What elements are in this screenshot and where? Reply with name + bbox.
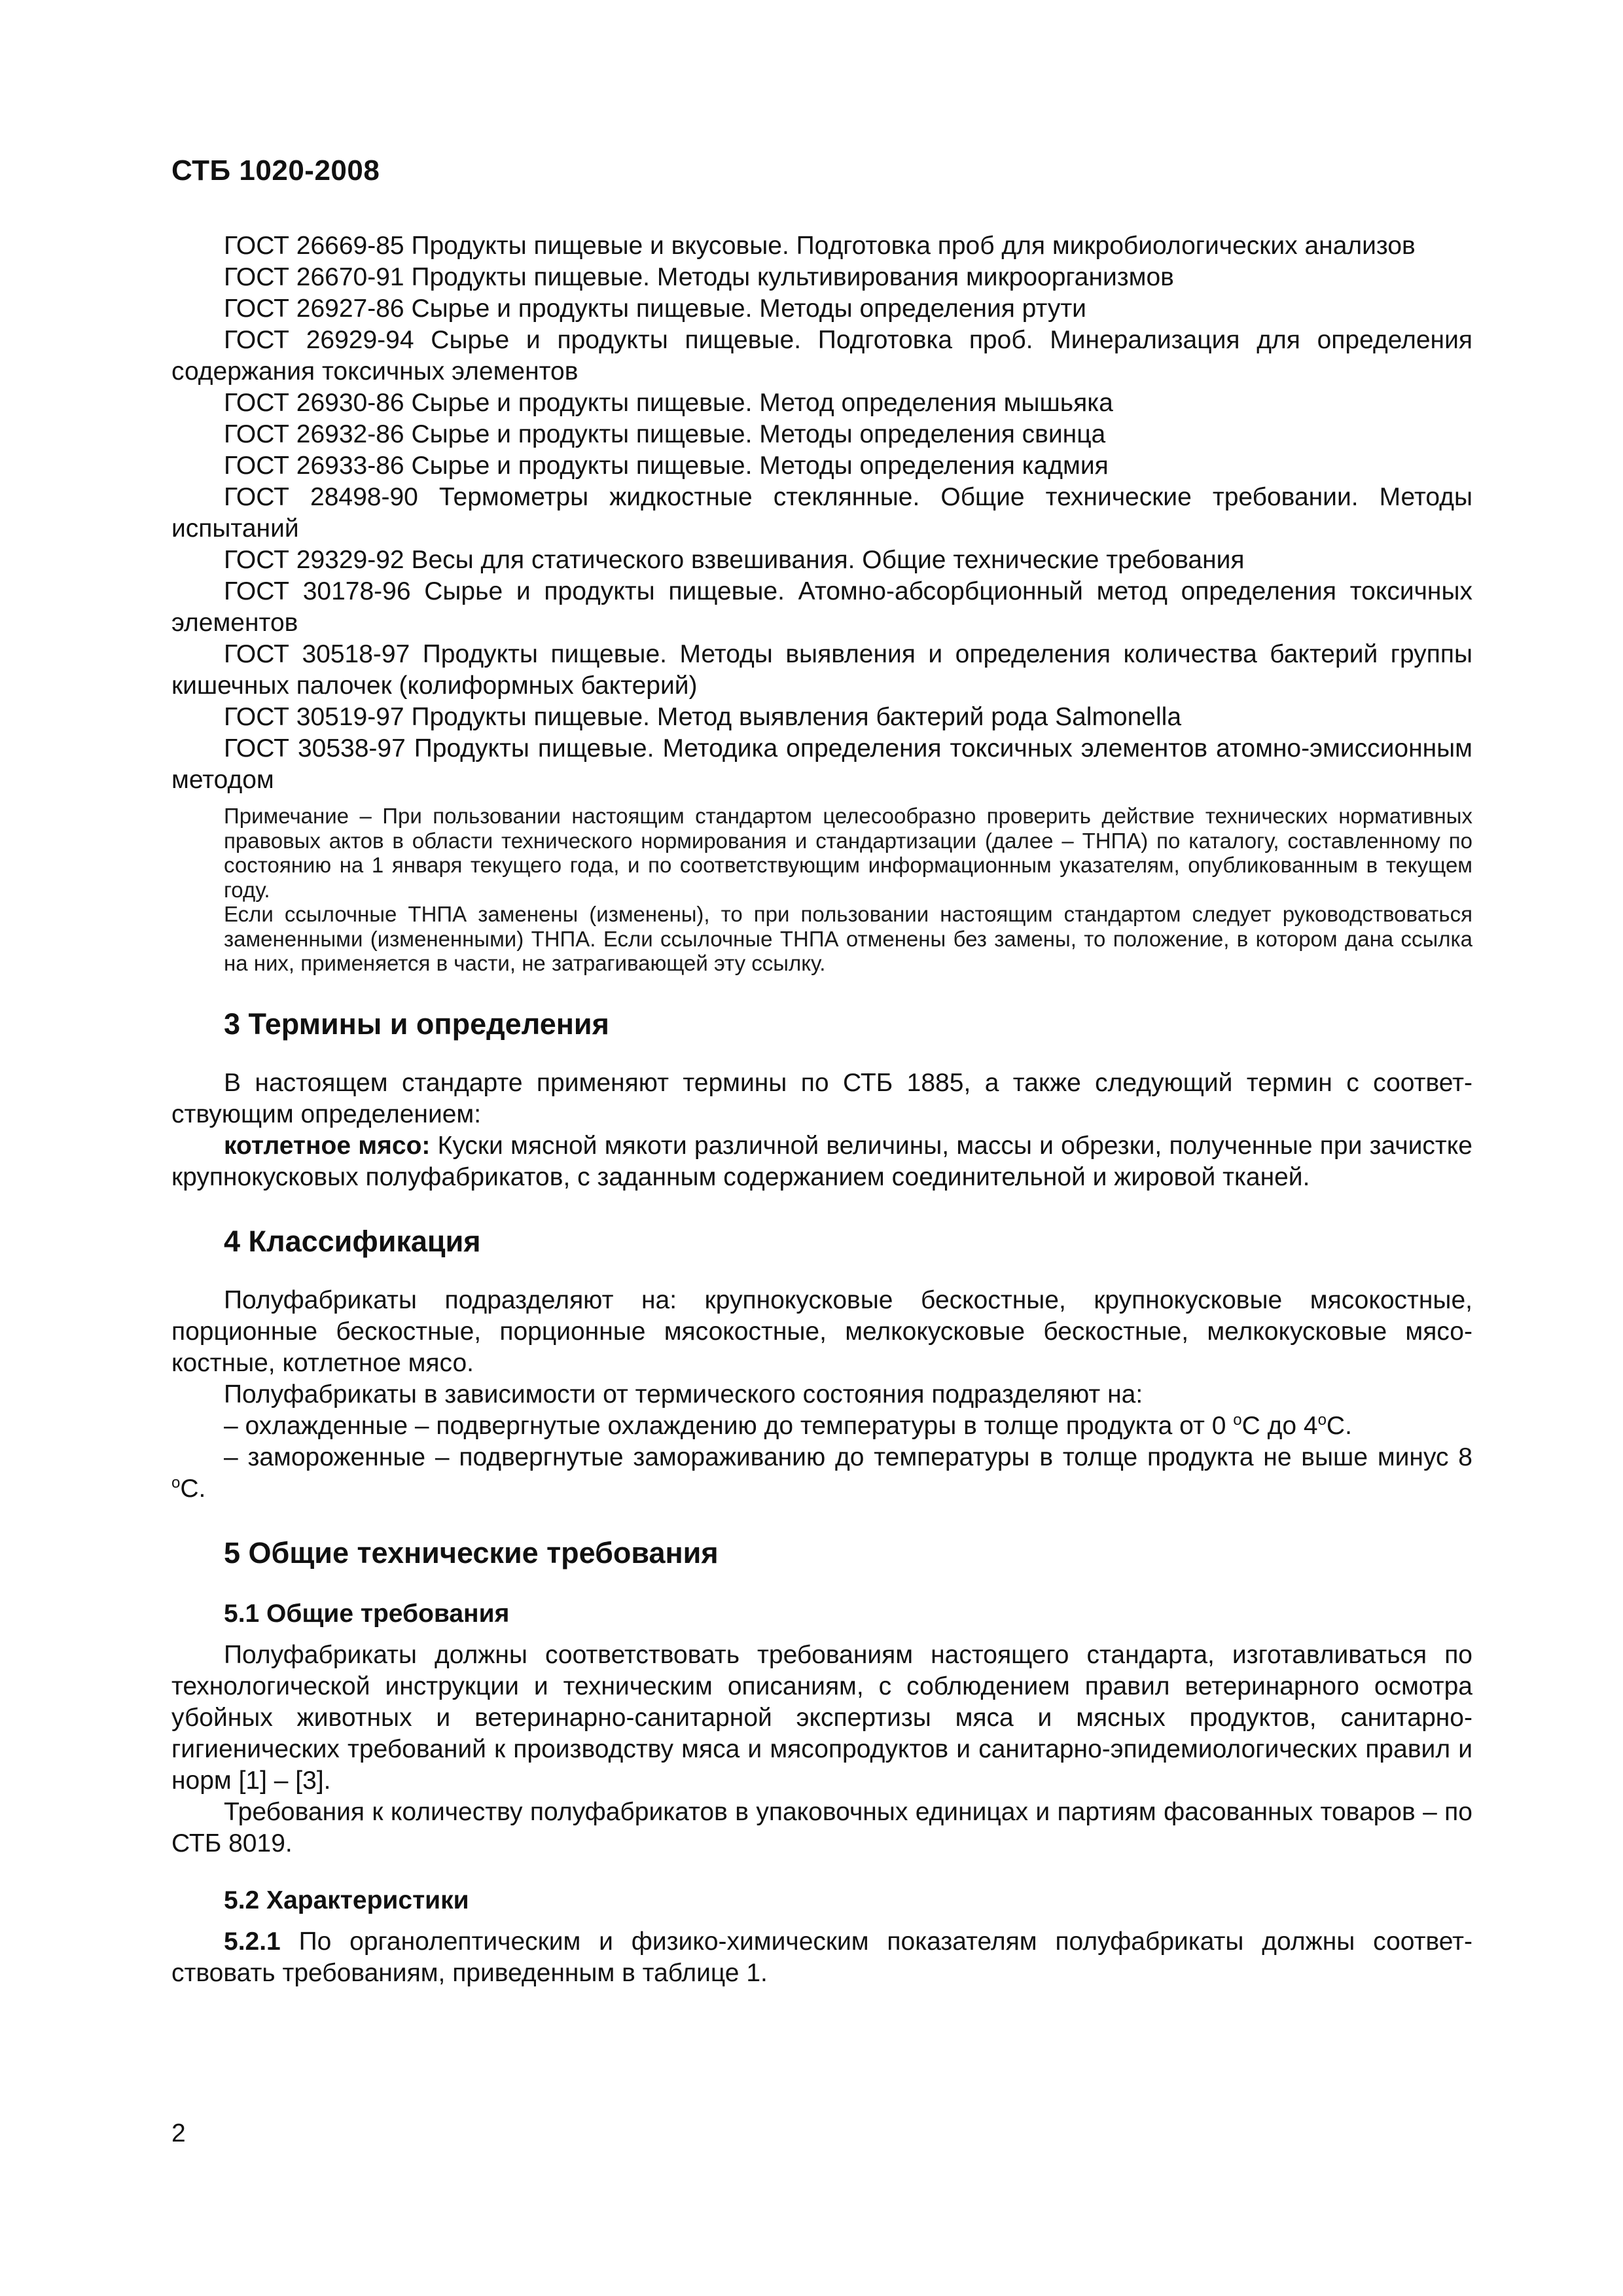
section-3-intro: В настоящем стандарте применяют термины по СТБ 1885, а также следующий термин с соответствующим определением: xyxy=(171,1068,1472,1128)
thermal-state-intro: Полуфабрикаты в зависимости от термического состояния подразделяют на: xyxy=(224,1380,1143,1408)
page-content xyxy=(171,230,1472,1989)
clause-5-2-1 xyxy=(171,1926,1472,1989)
frozen-item: – замороженные – подвергнутые замораживанию до температуры в толще продукта не выше минус 8 $^о$С. xyxy=(171,1443,1472,1503)
degree-symbol: о xyxy=(1317,1410,1327,1429)
term-name: котлетное мясо: xyxy=(224,1131,431,1160)
classification-paragraph: Полуфабрикаты подразделяют на: крупнокусковые бескостные, крупнокусковые мясокостные, порционные бескостные, порционные мясокостные, мелкокусковые бескостные, мелкокусковые мясокостные, котлетное мясо. xyxy=(171,1285,1472,1377)
clause-number: 5.2.1 xyxy=(224,1927,281,1956)
clause-text: По органолептическим и физико-химическим показателям полуфабрикаты должны соответствовать требованиям, приведенным в таблице 1. xyxy=(171,1927,1472,1987)
degree-symbol: о xyxy=(171,1473,181,1492)
reference-item: ГОСТ 26929-94 Сырье и продукты пищевые. Подготовка проб. Минерализация для определения содержания токсичных элементов xyxy=(171,326,1472,386)
normative-references-list xyxy=(171,230,1472,796)
reference-item: ГОСТ 30519-97 Продукты пищевые. Метод выявления бактерий рода Salmonella xyxy=(224,703,1182,731)
degree-symbol: о xyxy=(1233,1410,1242,1429)
section-5-heading: 5 Общие технические требования xyxy=(224,1535,719,1570)
section-3-heading: 3 Термины и определения xyxy=(224,1007,609,1041)
document-code-header: СТБ 1020-2008 xyxy=(171,154,380,187)
reference-item: ГОСТ 26669-85 Продукты пищевые и вкусовые. Подготовка проб для микробиологических анализов xyxy=(224,232,1416,260)
chilled-item: – охлажденные – подвергнутые охлаждению до температуры в толще продукта от 0 $^о$С до $4^оС$. xyxy=(224,1410,1352,1440)
term-text: Куски мясной мякоти различной величины, массы и обрезки, полученные при зачистке крупнокусковых полуфабрикатов, с заданным содержанием соединительной и жировой тканей. xyxy=(171,1131,1472,1191)
reference-item: ГОСТ 26932-86 Сырье и продукты пищевые. Методы определения свинца xyxy=(224,420,1106,448)
note-paragraph: Примечание – При пользовании настоящим стандартом целесообразно проверить действие технических нормативных правовых актов в области технического нормирования и стандартизации (далее – ТНПА) по каталогу, составленному по состоянию на 1 января текущего года, и по соответствующим информационным указателям, опубликованным в текущем году. xyxy=(224,804,1472,902)
section-4-heading: 4 Классификация xyxy=(224,1224,481,1258)
reference-item: ГОСТ 26933-86 Сырье и продукты пищевые. Методы определения кадмия xyxy=(224,452,1109,480)
page-number: 2 xyxy=(171,2119,186,2147)
note-paragraph: Если ссылочные ТНПА заменены (изменены), то при пользовании настоящим стандартом следует руководствоваться замененными (измененными) ТНПА. Если ссылочные ТНПА отменены без замены, то положение, в котором дана ссылка на них, применяется в части, не затрагивающей эту ссылку. xyxy=(224,902,1472,975)
reference-item: ГОСТ 26670-91 Продукты пищевые. Методы культивирования микроорганизмов xyxy=(224,263,1174,291)
subsection-5-2-heading: 5.2 Характеристики xyxy=(224,1886,469,1914)
reference-item: ГОСТ 29329-92 Весы для статического взвешивания. Общие технические требования xyxy=(224,546,1245,574)
term-definition xyxy=(171,1130,1472,1193)
packaging-requirements-paragraph: Требования к количеству полуфабрикатов в упаковочных единицах и партиям фасованных товаров – по СТБ 8019. xyxy=(171,1797,1472,1857)
references-note xyxy=(224,804,1472,976)
reference-item: ГОСТ 26927-86 Сырье и продукты пищевые. Методы определения ртути xyxy=(224,295,1086,323)
reference-item: ГОСТ 30518-97 Продукты пищевые. Методы выявления и определения количества бактерий группы кишечных палочек (колиформных бактерий) xyxy=(171,640,1472,700)
reference-item: ГОСТ 30538-97 Продукты пищевые. Методика определения токсичных элементов атомно-эмиссионным методом xyxy=(171,734,1472,794)
reference-item: ГОСТ 26930-86 Сырье и продукты пищевые. Метод определения мышьяка xyxy=(224,389,1113,417)
requirements-paragraph: Полуфабрикаты должны соответствовать требованиям настоящего стандарта, изготавливаться по технологической инструкции и техническим описаниям, с соблюдением правил ветеринарного осмотра убойных животных и ветеринарно-санитарной экспертизы мяса и мясных продуктов, санитарно-гигиенических требований к производству мяса и мясопродуктов и санитарно-эпидемиологических правил и норм [1] – [3]. xyxy=(171,1640,1472,1795)
subsection-5-1-heading: 5.1 Общие требования xyxy=(224,1599,510,1628)
reference-item: ГОСТ 28498-90 Термометры жидкостные стеклянные. Общие технические требовании. Методы испытаний xyxy=(171,483,1472,543)
reference-item: ГОСТ 30178-96 Сырье и продукты пищевые. Атомно-абсорбционный метод определения токсичных элементов xyxy=(171,577,1472,637)
